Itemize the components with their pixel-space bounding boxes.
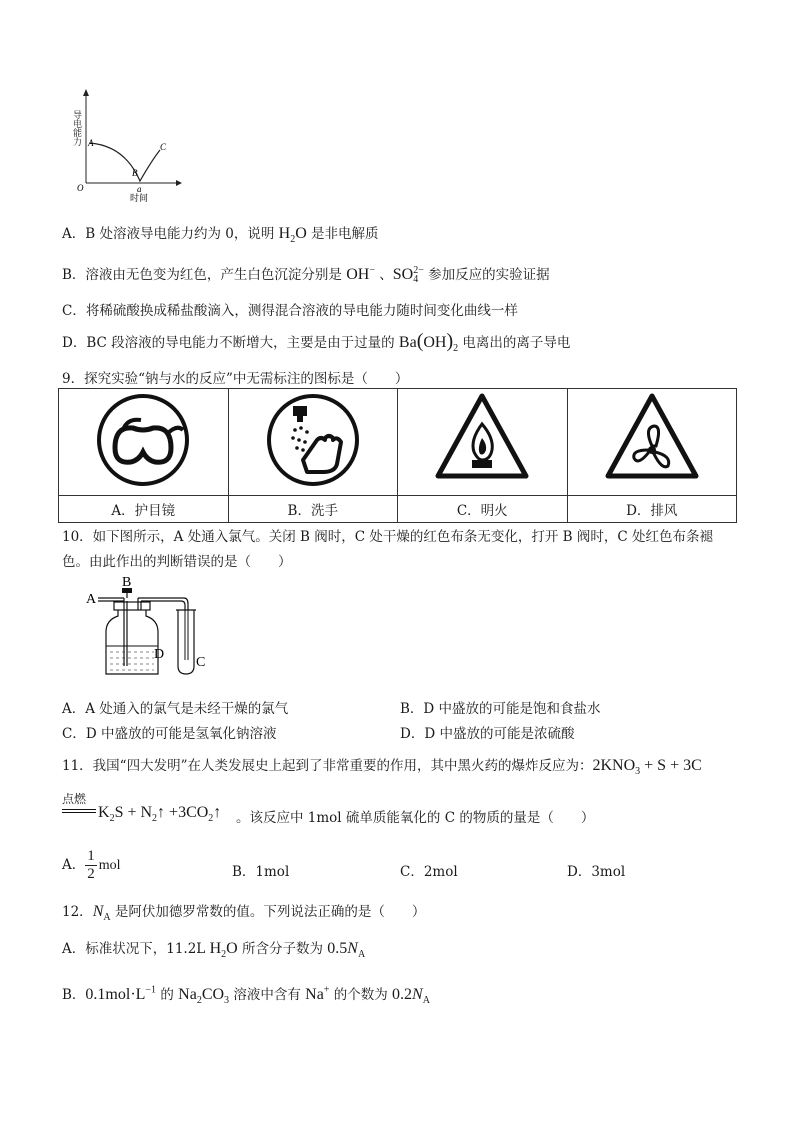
q12-option-b-value: $0.2N_A$ — [392, 986, 430, 1007]
q9-cell-open-flame — [398, 389, 568, 496]
q11-stem-line1 — [62, 754, 702, 777]
q12-option-b-sep3: 的个数为 — [329, 987, 393, 1003]
q11-equals-bar-1 — [62, 809, 96, 810]
y-axis-arrow — [83, 89, 89, 96]
q12-option-b-prefix: B． — [62, 987, 86, 1003]
symbol-na: $N_A$ — [92, 903, 111, 924]
q10-stem-line2: 色。由此作出的判断错误的是（ ） — [62, 554, 292, 570]
wash-hands-icon — [263, 390, 363, 490]
q8-option-b-text-end: 参加反应的实验证据 — [423, 267, 550, 283]
formula-oh-ion: OH− — [346, 264, 375, 283]
conductivity-graph — [60, 88, 190, 208]
q8-option-a — [62, 222, 379, 245]
q8-option-d-text-end: 电离出的离子导电 — [458, 335, 571, 351]
q11-equals-bar-2 — [62, 812, 96, 813]
q11-option-c: C．2mol — [400, 864, 458, 880]
q11-stem-text: 11．我国“四大发明”在人类发展史上起到了非常重要的作用，其中黑火药的爆炸反应为： — [62, 758, 593, 774]
label-point-b: B — [132, 168, 138, 178]
q9-stem: 9．探究实验“钠与水的反应”中无需标注的图标是（ ） — [62, 371, 409, 387]
formula-na-ion: Na+ — [305, 984, 330, 1003]
q9-cell-goggles — [59, 389, 229, 496]
q9-label-d: D．排风 — [567, 496, 737, 523]
q11-option-b: B．1mol — [232, 864, 290, 880]
formula-h2o: $H_2O$ — [278, 225, 307, 246]
q12-option-a-mid: 所含分子数为 — [237, 941, 328, 957]
q9-cell-wash-hands — [228, 389, 398, 496]
q8-option-a-text: A．B 处溶液导电能力约为 0，说明 — [62, 226, 279, 242]
q12-option-b-sep2: 溶液中含有 — [229, 987, 306, 1003]
q12-concentration: $0.1mol\cdot L^{-1}$ — [85, 984, 157, 1003]
q9-label-a: A．护目镜 — [59, 496, 229, 523]
q12-option-b-sep1: 的 — [156, 987, 179, 1003]
gas-apparatus-diagram — [84, 574, 214, 686]
q11-option-a — [62, 848, 121, 883]
fraction-numerator: 1 — [87, 848, 95, 864]
q9-label-c: C．明火 — [398, 496, 568, 523]
q10-option-a: A．A 处通入的氯气是未经干燥的氯气 — [62, 701, 289, 717]
q8-option-a-text-end: 是非电解质 — [306, 226, 379, 242]
x-axis-arrow — [176, 180, 182, 186]
q10-option-c: C．D 中盛放的可能是氢氧化钠溶液 — [62, 726, 277, 742]
q9-cell-ventilation — [567, 389, 737, 496]
formula-ba-oh-2: $Ba(OH)_2$ — [398, 330, 459, 355]
q11-option-d: D．3mol — [567, 864, 626, 880]
q11-condition: 点燃 — [62, 792, 87, 806]
formula-na2co3: $Na_2CO_3$ — [178, 986, 230, 1007]
q12-option-b — [62, 983, 430, 1006]
q12-stem-text: 是阿伏加德罗常数的值。下列说法正确的是（ ） — [114, 904, 426, 920]
label-tick-a: a — [137, 184, 142, 194]
formula-h2o-q12: $H_2O$ — [209, 940, 238, 961]
diagram-label-b: B — [122, 575, 132, 590]
fraction-one-half — [85, 848, 97, 883]
q11-option-a-unit: mol — [98, 858, 121, 873]
x-axis-label: 时间 — [130, 194, 149, 204]
diagram-label-a: A — [86, 592, 97, 607]
q8-option-d — [62, 330, 570, 354]
q11-stem-end: 。该反应中 1mol 硫单质能氧化的 C 的物质的量是（ ） — [236, 810, 595, 826]
fraction-denominator: 2 — [87, 866, 95, 882]
q12-option-a-text: A．标准状况下，11.2L — [62, 941, 210, 957]
diagram-label-c: C — [196, 655, 206, 670]
q8-option-b — [62, 263, 550, 284]
conductivity-curve — [90, 143, 160, 181]
q12-option-a — [62, 937, 365, 960]
q9-icon-table — [58, 388, 737, 523]
formula-sulfate-ion: SO 2− 4 — [392, 265, 424, 286]
ventilation-fan-icon — [602, 390, 702, 490]
q10-stem-line1: 10．如下图所示，A 处通入氯气。关闭 B 阀时，C 处干燥的红色布条无变化，打开 B 阀时，C 处红色布条褪 — [62, 529, 713, 545]
open-flame-icon — [432, 390, 532, 490]
q8-option-d-text: D．BC 段溶液的导电能力不断增大，主要是由于过量的 — [62, 335, 399, 351]
q8-option-b-text: B．溶液由无色变为红色，产生白色沉淀分别是 — [62, 267, 347, 283]
diagram-label-d: D — [154, 647, 165, 662]
q10-option-d: D．D 中盛放的可能是浓硫酸 — [400, 726, 575, 742]
q11-reactants: $2KNO_3 + S + 3C$ — [592, 757, 702, 778]
label-origin: O — [77, 183, 84, 193]
q8-option-c: C．将稀硫酸换成稀盐酸滴入，测得混合溶液的导电能力随时间变化曲线一样 — [62, 303, 518, 319]
q9-label-b: B．洗手 — [228, 496, 398, 523]
q12-option-a-value: $0.5N_A$ — [327, 940, 366, 961]
q10-option-b: B．D 中盛放的可能是饱和食盐水 — [400, 701, 601, 717]
q8-option-b-sep: 、 — [374, 267, 393, 283]
q12-stem: 12．$N_A$ 是阿伏加德罗常数的值。下列说法正确的是（ ） — [62, 903, 426, 924]
label-point-c: C — [160, 142, 167, 152]
goggles-icon — [93, 390, 193, 490]
q11-products: $K_2S$ + $N_2↑$ $+3CO_2↑$ — [98, 804, 222, 825]
label-point-a: A — [88, 138, 94, 148]
q11-option-a-prefix: A． — [62, 857, 86, 873]
y-axis-label: 导电能力 — [71, 110, 81, 146]
